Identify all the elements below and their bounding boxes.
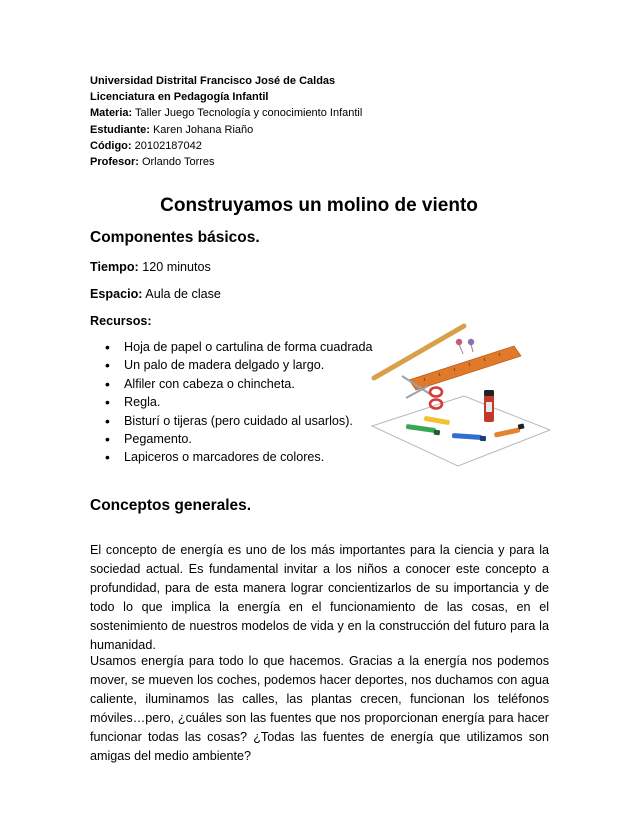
program-line — [90, 89, 362, 105]
document-header — [90, 73, 362, 170]
profesor-line — [90, 154, 362, 170]
espacio-value: Aula de clase — [142, 287, 221, 301]
heading-conceptos: Conceptos generales. — [90, 497, 252, 514]
profesor-label: Profesor: — [90, 156, 139, 169]
pin-icon — [456, 339, 474, 354]
tiempo-label: Tiempo: — [90, 260, 139, 274]
heading-componentes: Componentes básicos. — [90, 229, 260, 246]
program-name: Licenciatura en Pedagogía Infantil — [90, 91, 269, 104]
espacio-label: Espacio: — [90, 287, 143, 301]
profesor-value: Orlando Torres — [138, 156, 215, 169]
recursos-line — [90, 314, 152, 328]
list-item: • Un palo de madera delgado y largo. — [105, 356, 373, 374]
codigo-value: 20102187042 — [131, 139, 202, 152]
paragraph-2: Usamos energía para todo lo que hacemos. Gracias a la energía nos podemos mover, se mueven los coches, podemos hacer deportes, nos duchamos con agua caliente, iluminamos las calles, las plantas crecen, funcionan los teléfonos móviles…pero, ¿cuáles son las fuentes que nos proporcionan energía para hacer funcionar todas las cosas? ¿Todas las fuentes de energía que utilizamos son amigas del medio ambiente? — [90, 654, 549, 764]
glue-stick-icon — [484, 390, 494, 422]
estudiante-label: Estudiante: — [90, 123, 150, 136]
paper-sheet-icon — [372, 396, 550, 466]
codigo-line — [90, 138, 362, 154]
materia-line — [90, 105, 362, 121]
recursos-label: Recursos: — [90, 314, 152, 328]
tiempo-value: 120 minutos — [138, 260, 211, 274]
ruler-icon — [409, 346, 521, 390]
paragraph-1: El concepto de energía es uno de los más importantes para la ciencia y para la sociedad actual. Es fundamental invitar a los niños a conocer este concepto a profundidad, para de esta manera lograr concientizarlos de su importancia y de todo lo que implica la energía en el funcionamiento de las cosas, en el sostenimiento de nuestros modelos de vida y en la construcción del futuro para la humanidad. — [90, 543, 549, 653]
codigo-label: Código: — [90, 139, 132, 152]
list-item: • Pegamento. — [105, 430, 373, 448]
university-line — [90, 73, 362, 89]
espacio-line — [90, 287, 221, 301]
list-item: • Regla. — [105, 393, 373, 411]
list-item: • Hoja de papel o cartulina de forma cuadrada — [105, 338, 373, 356]
materia-label: Materia: — [90, 107, 133, 120]
estudiante-line — [90, 122, 362, 138]
list-item: • Lapiceros o marcadores de colores. — [105, 448, 373, 466]
materia-value: Taller Juego Tecnología y conocimiento Infantil — [132, 107, 363, 120]
recursos-list — [105, 338, 373, 467]
list-item: • Bisturí o tijeras (pero cuidado al usarlos). — [105, 412, 373, 430]
tiempo-line — [90, 260, 211, 274]
list-item: • Alfiler con cabeza o chincheta. — [105, 375, 373, 393]
craft-materials-illustration — [354, 318, 554, 468]
estudiante-value: Karen Johana Riaño — [149, 123, 254, 136]
university-name: Universidad Distrital Francisco José de Caldas — [90, 75, 336, 87]
document-title: Construyamos un molino de viento — [160, 195, 478, 216]
